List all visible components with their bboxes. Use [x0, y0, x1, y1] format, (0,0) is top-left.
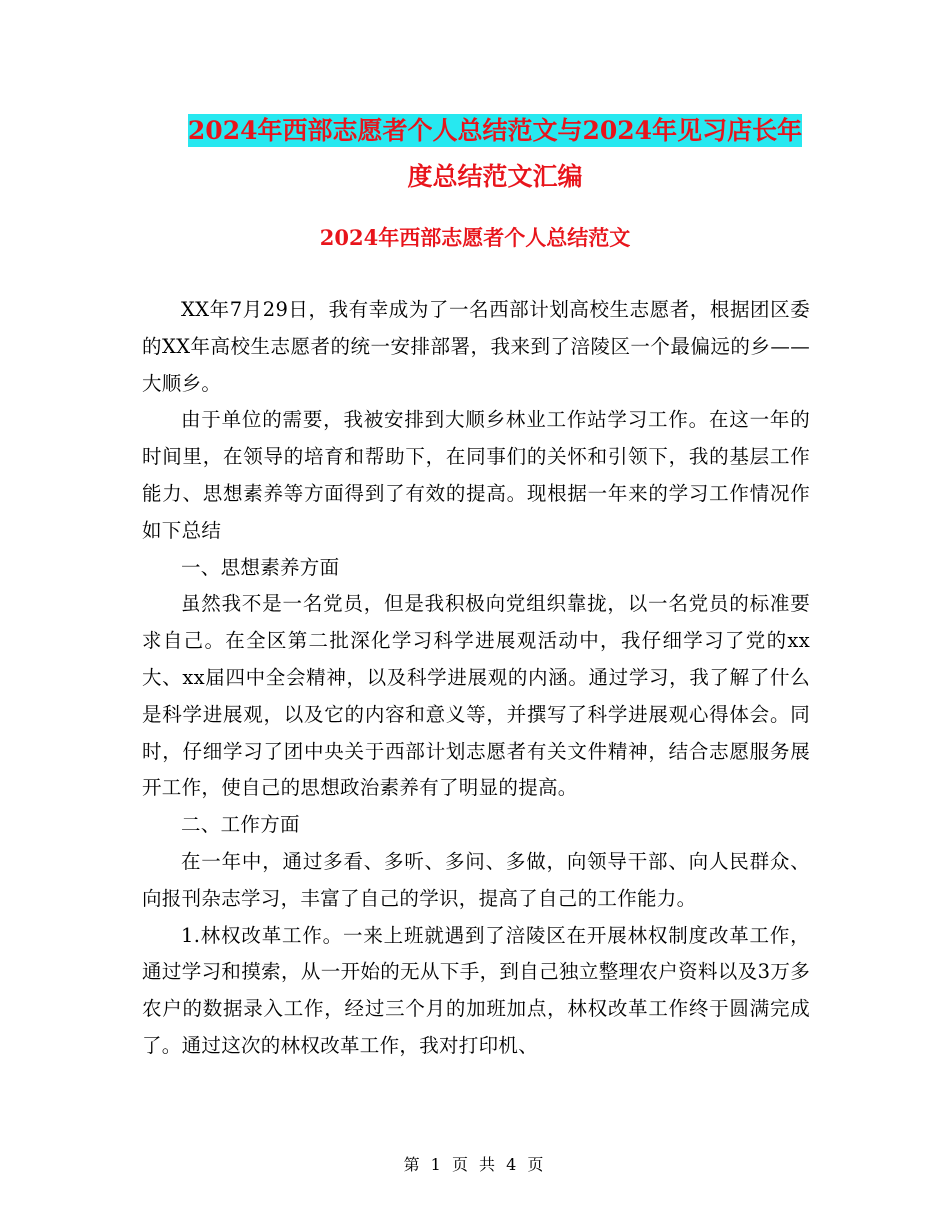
document-title-line-1: 2024年西部志愿者个人总结范文与2024年见习店长年: [187, 116, 803, 145]
paragraph: XX年7月29日，我有幸成为了一名西部计划高校生志愿者，根据团区委的XX年高校生志愿者的统一安排部署，我来到了涪陵区一个最偏远的乡——大顺乡。: [142, 298, 810, 395]
page-footer: 第 1 页 共 4 页: [403, 1155, 547, 1174]
paragraph: 由于单位的需要，我被安排到大顺乡林业工作站学习工作。在这一年的时间里，在领导的培育和帮助下，在同事们的关怀和引领下，我的基层工作能力、思想素养等方面得到了有效的提高。现根据一年来的学习工作情况作如下总结: [142, 408, 810, 542]
section-heading: 一、思想素养方面: [181, 555, 340, 579]
document-body: [142, 292, 810, 1065]
document-title: [140, 108, 850, 200]
section-heading: 二、工作方面: [181, 813, 300, 837]
paragraph: 1.林权改革工作。一来上班就遇到了涪陵区在开展林权制度改革工作，通过学习和摸索，从一开始的无从下手，到自己独立整理农户资料以及3万多农户的数据录入工作，经过三个月的加班加点，林权改革工作终于圆满完成了。通过这次的林权改革工作，我对打印机、: [142, 923, 810, 1057]
document-title-line-2: 度总结范文汇编: [407, 162, 583, 191]
section-title: 2024年西部志愿者个人总结范文: [319, 225, 631, 250]
paragraph: 虽然我不是一名党员，但是我积极向党组织靠拢，以一名党员的标准要求自己。在全区第二批深化学习科学进展观活动中，我仔细学习了党的xx大、xx届四中全会精神，以及科学进展观的内涵。通过学习，我了解了什么是科学进展观，以及它的内容和意义等，并撰写了科学进展观心得体会。同时，仔细学习了团中央关于西部计划志愿者有关文件精神，结合志愿服务展开工作，使自己的思想政治素养有了明显的提高。: [142, 592, 810, 800]
paragraph: 在一年中，通过多看、多听、多问、多做，向领导干部、向人民群众、向报刊杂志学习，丰富了自己的学识，提高了自己的工作能力。: [142, 849, 810, 910]
